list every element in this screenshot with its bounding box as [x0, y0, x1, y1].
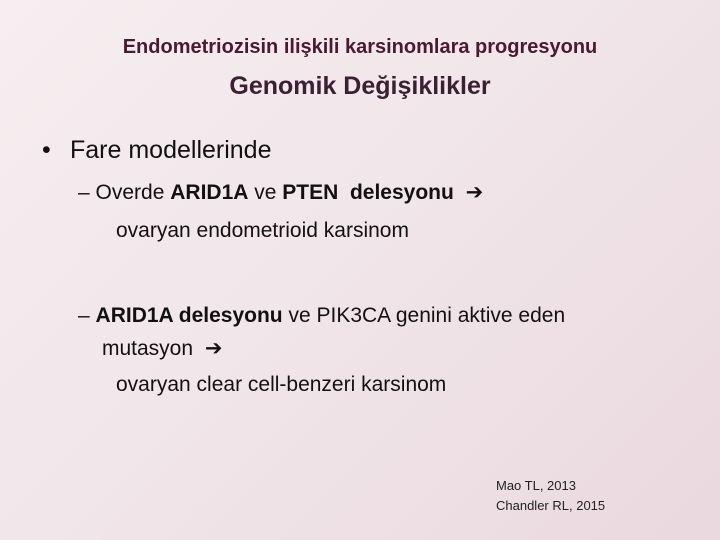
sub1-deletion: delesyonu: [338, 181, 454, 204]
bullet-marker: •: [42, 136, 51, 164]
sub1-result: ovaryan endometrioid karsinom: [116, 219, 409, 242]
sub1-text-b: ve: [248, 181, 283, 204]
sub-dash-2: –: [78, 304, 90, 327]
bullet-text: Fare modellerinde: [70, 136, 272, 164]
sub2-text: ve PIK3CA genini aktive eden: [282, 304, 566, 327]
title-line-1: Endometriozisin ilişkili karsinomlara progresyonu: [122, 36, 598, 58]
sub-dash-1: –: [78, 181, 90, 204]
sub-item-2: [78, 299, 565, 365]
references: [496, 476, 605, 516]
arrow-icon: ➔: [204, 337, 223, 360]
title-line-2: Genomik Değişiklikler: [229, 72, 491, 100]
sub1-gene-pten: PTEN: [282, 181, 339, 204]
sub2-arid1a-deletion: ARID1A delesyonu: [95, 304, 283, 327]
bullet-item: [42, 136, 272, 165]
reference-1: Mao TL, 2013: [496, 478, 576, 493]
sub1-text-a: Overde: [95, 181, 171, 204]
sub2-result: ovaryan clear cell-benzeri karsinom: [116, 373, 447, 396]
sub-item-1: [78, 176, 483, 209]
arrow-icon: ➔: [465, 181, 484, 204]
sub2-mutation: mutasyon: [102, 337, 194, 360]
reference-2: Chandler RL, 2015: [496, 498, 606, 513]
sub1-gene-arid1a: ARID1A: [170, 181, 249, 204]
